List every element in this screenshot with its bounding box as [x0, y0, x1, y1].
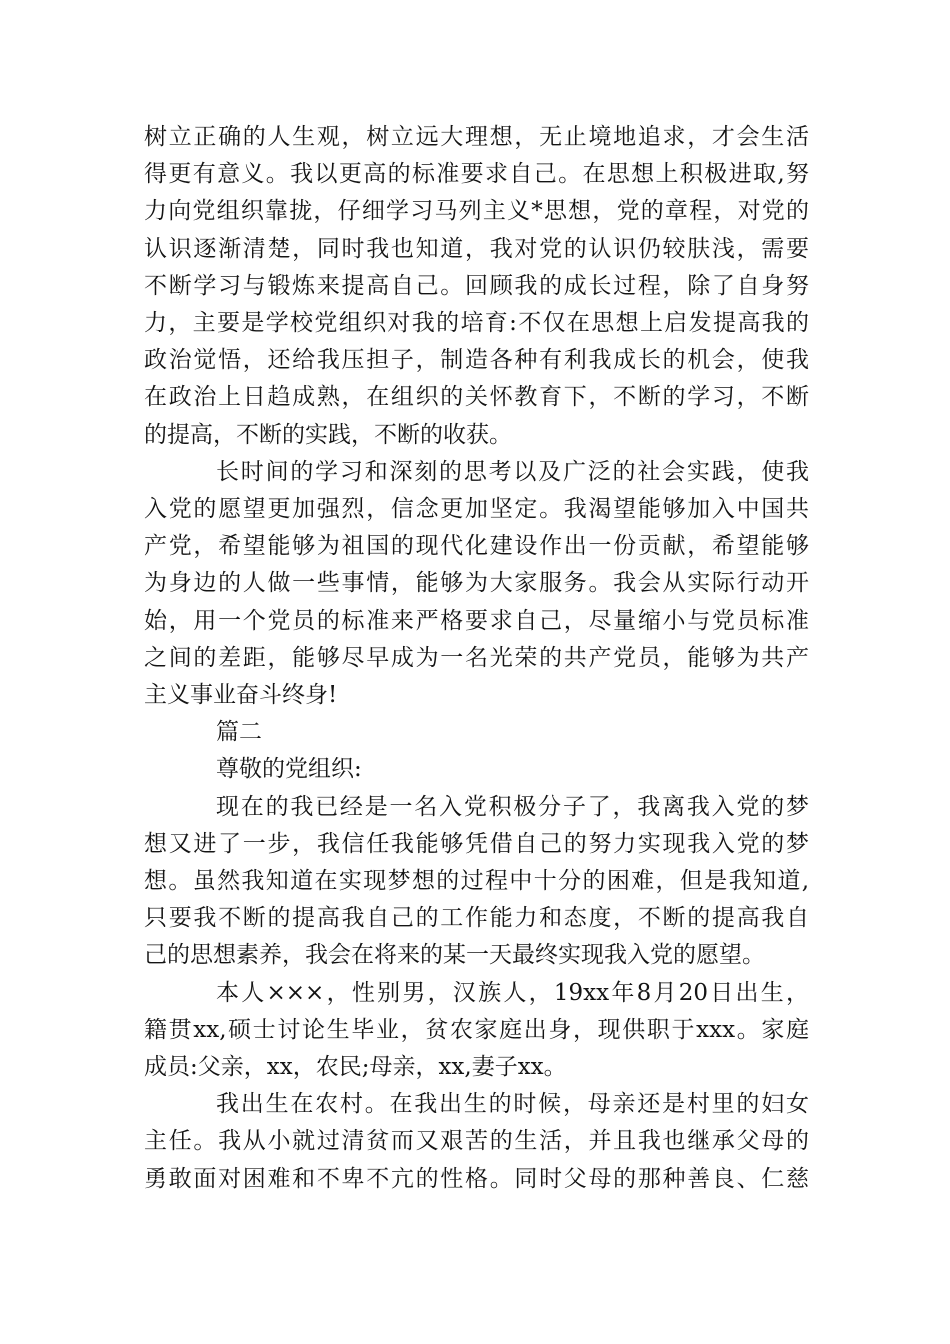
paragraph-1 — [144, 119, 809, 454]
text-line: 想又进了一步，我信任我能够凭借自己的努力实现我入党的梦 — [144, 830, 809, 857]
text-line: 勇敢面对困难和不卑不亢的性格。同时父母的那种善良、仁慈 — [144, 1165, 809, 1192]
salutation — [144, 751, 809, 788]
text-line: 产党，希望能够为祖国的现代化建设作出一份贡献，希望能够 — [144, 533, 809, 560]
document-body — [144, 119, 809, 1198]
text-line: 只要我不断的提高我自己的工作能力和态度，不断的提高我自 — [144, 905, 809, 932]
text-line: 力，主要是学校党组织对我的培育:不仅在思想上启发提高我的 — [144, 310, 809, 337]
text-line: 的提高，不断的实践，不断的收获。 — [144, 421, 512, 448]
text-line: 树立正确的人生观，树立远大理想，无止境地追求，才会生活 — [144, 124, 809, 150]
section-heading — [144, 714, 809, 751]
text-line: 政治觉悟，还给我压担子，制造各种有利我成长的机会，使我 — [144, 347, 809, 374]
text-line: 我出生在农村。在我出生的时候，母亲还是村里的妇女 — [216, 1091, 809, 1118]
paragraph-2 — [144, 454, 809, 714]
text-line: 得更有意义。我以更高的标准要求自己。在思想上积极进取,努 — [144, 161, 809, 188]
text-line: 篇二 — [216, 719, 262, 746]
text-line: 想。虽然我知道在实现梦想的过程中十分的困难，但是我知道, — [144, 868, 809, 895]
text-line: 现在的我已经是一名入党积极分子了，我离我入党的梦 — [216, 793, 809, 820]
text-line: 入党的愿望更加强烈，信念更加坚定。我渴望能够加入中国共 — [144, 496, 809, 523]
text-line: 为身边的人做一些事情，能够为大家服务。我会从实际行动开 — [144, 570, 809, 597]
paragraph-6 — [144, 975, 809, 1087]
text-line: 始，用一个党员的标准来严格要求自己，尽量缩小与党员标准 — [144, 607, 809, 634]
text-line: 成员:父亲，xx，农民;母亲，xx,妻子xx。 — [144, 1054, 567, 1081]
text-line: 在政治上日趋成熟，在组织的关怀教育下，不断的学习，不断 — [144, 384, 809, 411]
text-line: 之间的差距，能够尽早成为一名光荣的共产党员，能够为共产 — [144, 644, 809, 671]
text-line: 不断学习与锻炼来提高自己。回顾我的成长过程，除了自身努 — [144, 272, 809, 299]
text-line: 力向党组织靠拢，仔细学习马列主义*思想，党的章程，对党的 — [144, 198, 809, 225]
text-line: 尊敬的党组织: — [216, 756, 362, 783]
text-line: 主义事业奋斗终身! — [144, 682, 338, 709]
paragraph-7 — [144, 1086, 809, 1198]
paragraph-5 — [144, 789, 809, 975]
text-line: 认识逐渐清楚，同时我也知道，我对党的认识仍较肤浅，需要 — [144, 235, 809, 262]
text-line: 籍贯xx,硕士讨论生毕业，贫农家庭出身，现供职于xxx。家庭 — [144, 1016, 809, 1043]
text-line: 长时间的学习和深刻的思考以及广泛的社会实践，使我 — [216, 458, 809, 485]
text-line: 主任。我从小就过清贫而又艰苦的生活，并且我也继承父母的 — [144, 1128, 809, 1155]
text-line: 己的思想素养，我会在将来的某一天最终实现我入党的愿望。 — [144, 942, 765, 969]
text-line: 本人×××，性别男，汉族人，19xx年8月20日出生， — [216, 979, 809, 1006]
